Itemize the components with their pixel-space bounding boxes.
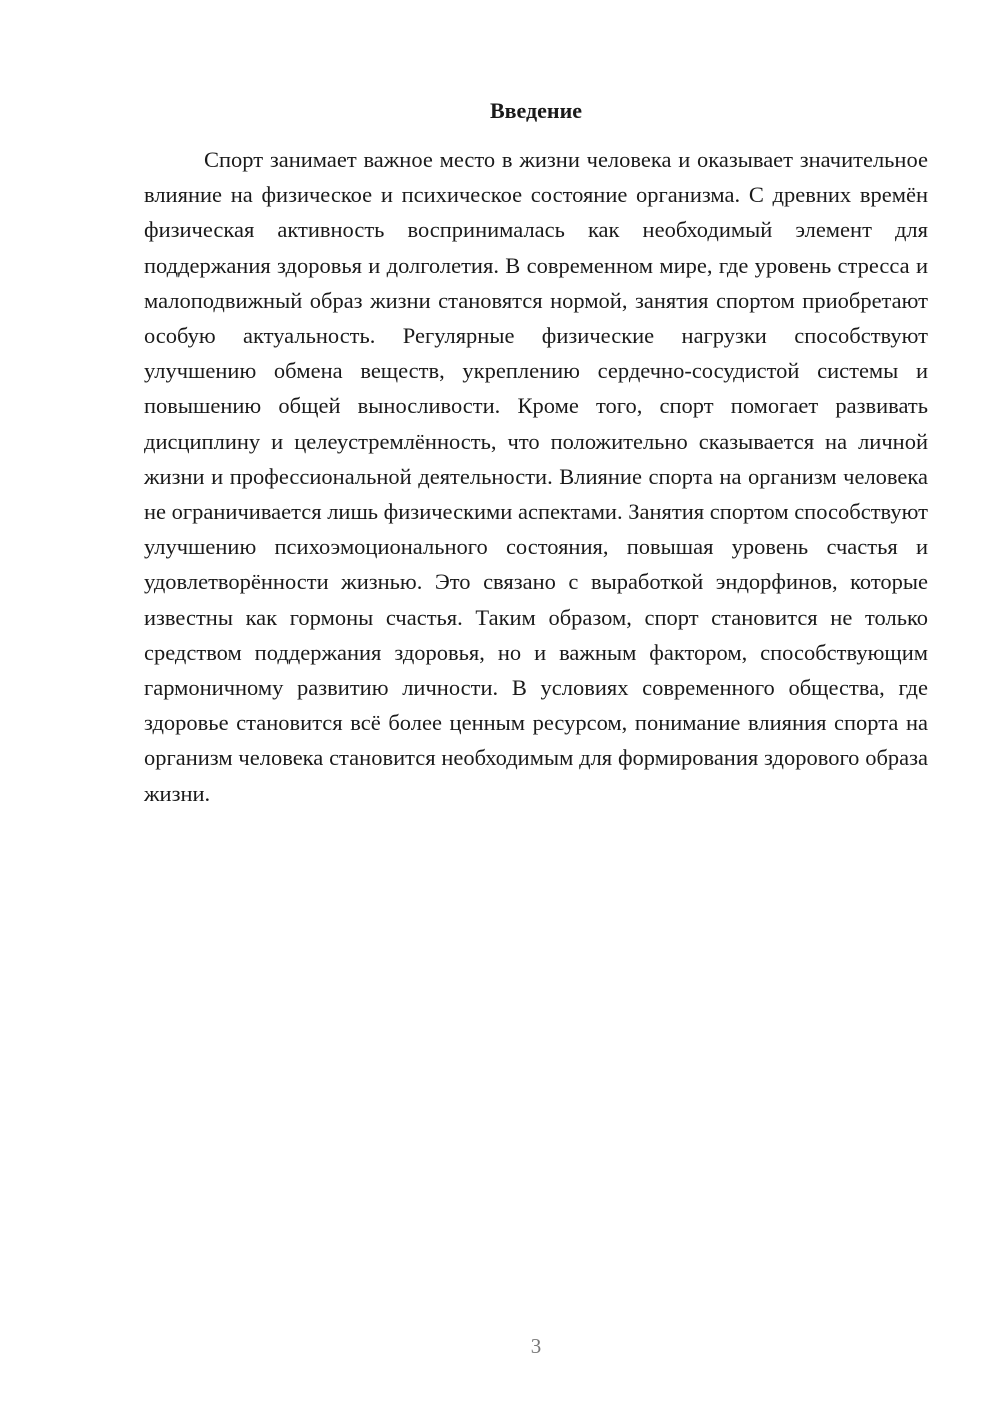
page-number: 3 [530,1334,542,1358]
body-paragraph: Спорт занимает важное место в жизни человека и оказывает значительное влияние на физическое и психическое состояние организма. С древних времён физическая активность воспринималась как необходимый элемент для поддержания здоровья и долголетия. В современном мире, где уровень стресса и малоподвижный образ жизни становятся нормой, занятия спортом приобретают особую актуальность. Регулярные физические нагрузки способствуют улучшению обмена веществ, укреплению сердечно-сосудистой системы и повышению общей выносливости. Кроме того, спорт помогает развивать дисциплину и целеустремлённость, что положительно сказывается на личной жизни и профессиональной деятельности. Влияние спорта на организм человека не ограничивается лишь физическими аспектами. Занятия спортом способствуют улучшению психоэмоционального состояния, повышая уровень счастья и удовлетворённости жизнью. Это связано с выработкой эндорфинов, которые известны как гормоны счастья. Таким образом, спорт становится не только средством поддержания здоровья, но и важным фактором, способствующим гармоничному развитию личности. В условиях современного общества, где здоровье становится всё более ценным ресурсом, понимание влияния спорта на организм человека становится необходимым для формирования здорового образа жизни. [144,147,928,806]
section-heading: Введение [489,98,583,123]
